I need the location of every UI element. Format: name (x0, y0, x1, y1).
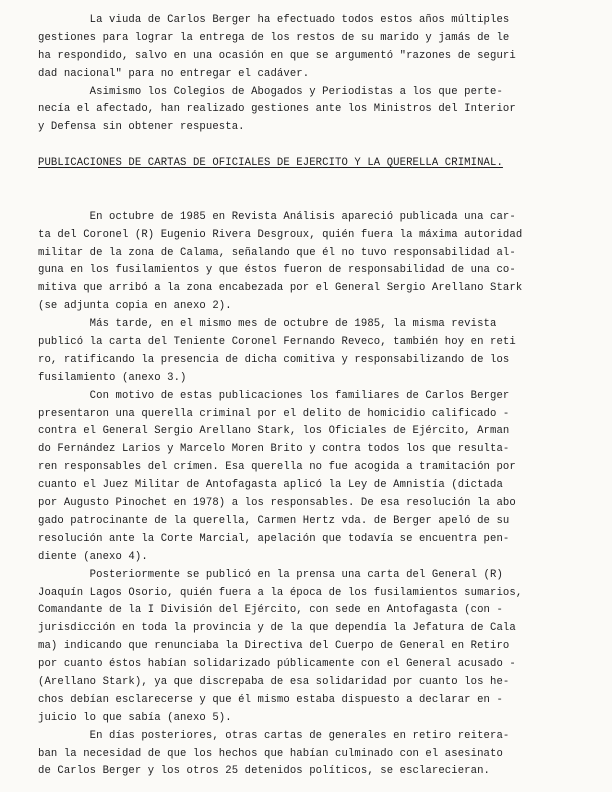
text-line: cuanto el Juez Militar de Antofagasta aplicó la Ley de Amnistía (dictada (38, 479, 503, 492)
text-line: mitiva que arribó a la zona encabezada por el General Sergio Arellano Stark (38, 282, 523, 295)
text-line: Con motivo de estas publicaciones los familiares de Carlos Berger (38, 389, 510, 402)
text-line: Posteriormente se publicó en la prensa una carta del General (R) (38, 568, 503, 581)
text-line: por cuanto éstos habían solidarizado públicamente con el General acusado - (38, 658, 516, 671)
text-line: de Carlos Berger y los otros 25 detenidos políticos, se esclarecieran. (38, 765, 491, 778)
text-line: contra el General Sergio Arellano Stark, los Oficiales de Ejército, Arman (38, 425, 510, 438)
text-line: publicó la carta del Teniente Coronel Fernando Reveco, también hoy en reti (38, 336, 516, 349)
text-line: Joaquín Lagos Osorio, quién fuera a la época de los fusilamientos sumarios, (38, 586, 523, 599)
text-line: ro, ratificando la presencia de dicha comitiva y responsabilizando de los (38, 353, 510, 366)
text-line: chos debían esclarecerse y que él mismo estaba dispuesto a declarar en - (38, 693, 503, 706)
text-line: Comandante de la I División del Ejército, con sede en Antofagasta (con - (38, 604, 503, 617)
text-line: presentaron una querella criminal por el delito de homicidio calificado - (38, 407, 510, 420)
text-line: do Fernández Larios y Marcelo Moren Brito y contra todos los que resulta- (38, 443, 510, 456)
typed-text-body (38, 12, 580, 781)
text-line: juicio lo que sabía (anexo 5). (38, 711, 232, 724)
text-line: (Arellano Stark), ya que discrepaba de esa solidaridad por cuanto los he- (38, 675, 510, 688)
text-line: La viuda de Carlos Berger ha efectuado todos estos años múltiples (38, 14, 510, 26)
text-line: gestiones para lograr la entrega de los restos de su marido y jamás de le (38, 31, 510, 44)
text-line: ma) indicando que renunciaba la Directiva del Cuerpo de General en Retiro (38, 640, 510, 653)
text-line: y Defensa sin obtener respuesta. (38, 121, 245, 134)
text-line: En octubre de 1985 en Revista Análisis apareció publicada una car- (38, 210, 516, 223)
text-line: Asimismo los Colegios de Abogados y Periodistas a los que perte- (38, 85, 503, 98)
text-line: ren responsables del crímen. Esa querella no fue acogida a tramitación por (38, 461, 516, 474)
text-line: fusilamiento (anexo 3.) (38, 371, 187, 384)
text-line: En días posteriores, otras cartas de generales en retiro reitera- (38, 729, 510, 742)
text-line: ha respondido, salvo en una ocasión en que se argumentó "razones de seguri (38, 49, 516, 62)
text-line: gado patrocinante de la querella, Carmen Hertz vda. de Berger apeló de su (38, 514, 510, 527)
text-line: (se adjunta copia en anexo 2). (38, 300, 232, 313)
text-line: ban la necesidad de que los hechos que habían culminado con el asesinato (38, 747, 503, 760)
text-line: resolución ante la Corte Marcial, apelación que todavía se encuentra pen- (38, 532, 510, 545)
text-line: ta del Coronel (R) Eugenio Rivera Desgroux, quién fuera la máxima autoridad (38, 228, 523, 241)
text-line: militar de la zona de Calama, señalando que él no tuvo responsabilidad al- (38, 246, 516, 259)
text-line: Más tarde, en el mismo mes de octubre de 1985, la misma revista (38, 318, 497, 331)
text-line: jurisdicción en toda la provincia y de la que dependía la Jefatura de Cala (38, 622, 516, 635)
text-line: guna en los fusilamientos y que éstos fueron de responsabilidad de una co- (38, 264, 516, 277)
blank-line (38, 173, 580, 191)
blank-line (38, 191, 580, 209)
text-line: diente (anexo 4). (38, 550, 148, 563)
section-heading: PUBLICACIONES DE CARTAS DE OFICIALES DE EJERCITO Y LA QUERELLA CRIMINAL. (38, 157, 503, 170)
blank-line (38, 137, 580, 155)
text-line: dad nacional" para no entregar el cadáver. (38, 67, 310, 80)
text-line: necía el afectado, han realizado gestiones ante los Ministros del Interior (38, 103, 516, 116)
text-line: por Augusto Pinochet en 1978) a los responsables. De esa resolución la abo (38, 497, 516, 510)
